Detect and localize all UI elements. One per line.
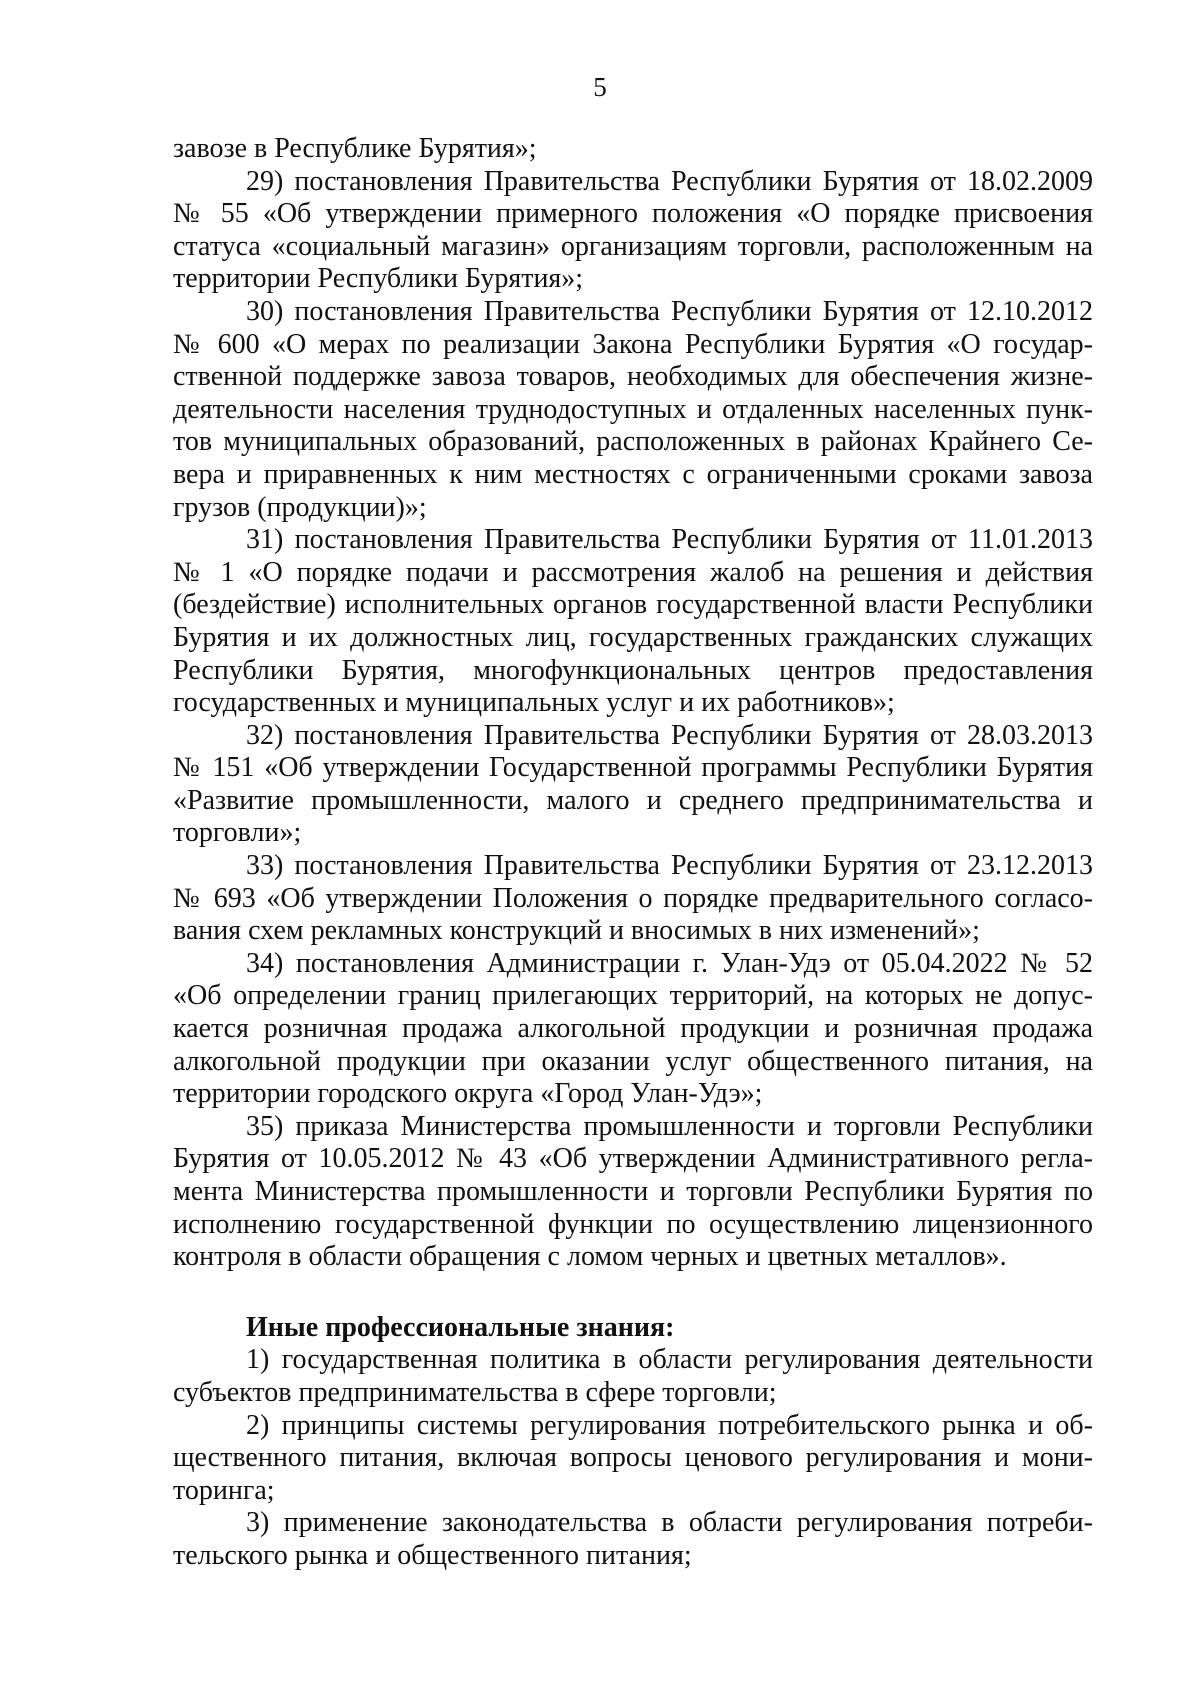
list-item-29: 29) постановления Правительства Республики Бурятия от 18.02.2009 № 55 «Об утверждении примерного положения «О порядке присвоения статуса «социальный магазин» организациям торговли, расположенным на территории Республики Бурятия»; — [173, 165, 1093, 295]
list-item-35: 35) приказа Министерства промышленности и торговли Республики Бурятия от 10.05.2012 № 43 «Об утверждении Административного регламента Министерства промышленности и торговли Республики Бурятия по исполнению государственной функции по осуществлению лицензионного контроля в области обращения с ломом черных и цветных металлов». — [173, 1110, 1093, 1273]
list-item-31: 31) постановления Правительства Республики Бурятия от 11.01.2013 № 1 «О порядке подачи и рассмотрения жалоб на решения и действия (бездействие) исполнительных органов государственной власти Республики Бурятия и их должностных лиц, государственных гражданских служащих Республики Бурятия, многофункциональных центров предоставления государственных и муниципальных услуг и их работников»; — [173, 524, 1093, 719]
list-item-34: 34) постановления Администрации г. Улан-Удэ от 05.04.2022 № 52 «Об определении границ прилегающих территорий, на которых не допускается розничная продажа алкогольной продукции и розничная продажа алкогольной продукции при оказании услуг общественного питания, на территории городского округа «Город Улан-Удэ»; — [173, 947, 1093, 1110]
list-item-30: 30) постановления Правительства Республики Бурятия от 12.10.2012 № 600 «О мерах по реализации Закона Республики Бурятия «О государственной поддержке завоза товаров, необходимых для обеспечения жизнедеятельности населения труднодоступных и отдаленных населенных пунктов муниципальных образований, расположенных в районах Крайнего Севера и приравненных к ним местностях с ограниченными сроками завоза грузов (продукции)»; — [173, 295, 1093, 523]
document-body — [173, 133, 1093, 1573]
page-number: 5 — [593, 72, 607, 102]
knowledge-item-2: 2) принципы системы регулирования потребительского рынка и общественного питания, включая вопросы ценового регулирования и мониторинга; — [173, 1409, 1093, 1506]
knowledge-item-3: 3) применение законодательства в области регулирования потребительского рынка и общественного питания; — [173, 1507, 1093, 1571]
list-item-33: 33) постановления Правительства Республики Бурятия от 23.12.2013 № 693 «Об утверждении Положения о порядке предварительного согласования схем рекламных конструкций и вносимых в них изменений»; — [173, 850, 1093, 947]
paragraph-continuation: завозе в Республике Бурятия»; — [173, 133, 537, 164]
section-heading: Иные профессиональные знания: — [246, 1311, 675, 1343]
knowledge-item-1: 1) государственная политика в области регулирования деятельности субъектов предпринимательства в сфере торговли; — [173, 1344, 1093, 1408]
list-item-32: 32) постановления Правительства Республики Бурятия от 28.03.2013 № 151 «Об утверждении Государственной программы Республики Бурятия «Развитие промышленности, малого и среднего предпринимательства и торговли»; — [173, 719, 1093, 849]
